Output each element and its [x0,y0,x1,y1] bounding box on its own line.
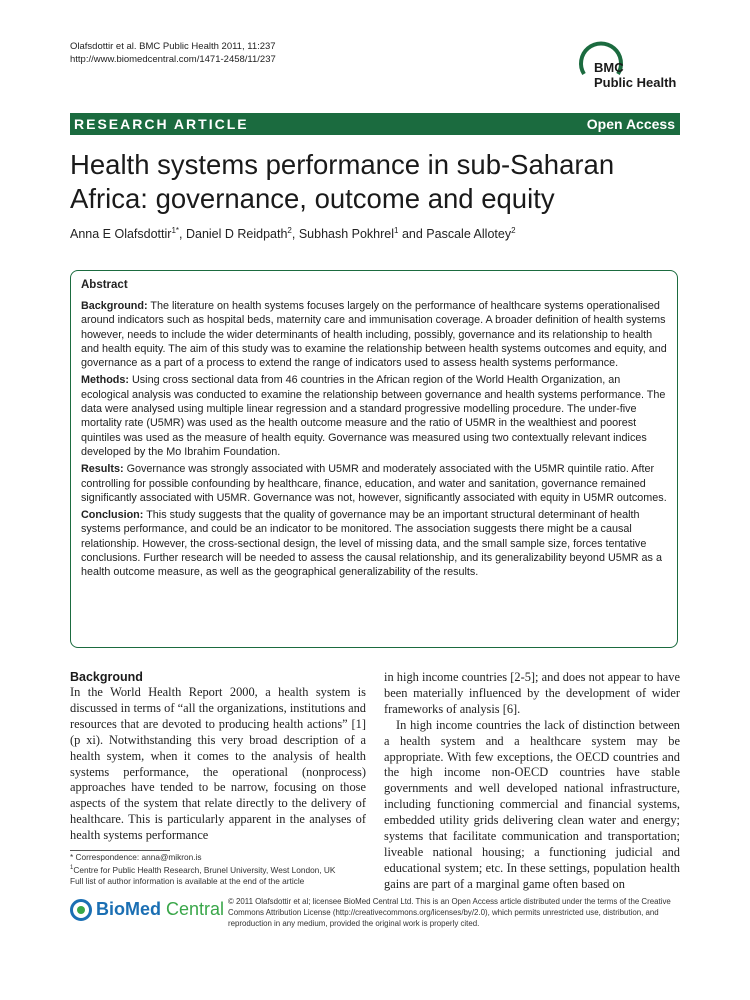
biomed-central-wordmark [96,899,224,920]
citation-line-1: Olafsdottir et al. BMC Public Health 2011, 11:237 [70,41,276,52]
article-type-band [70,113,680,135]
body-paragraph: in high income countries [2-5]; and does not appear to have been materially influenced by the development of wider frameworks of analysis [6]. [384,670,680,716]
body-paragraph: In high income countries the lack of distinction between a health system and a healthcare system may be appropriate. With few exceptions, the OECD countries and the high income non-OECD countries have stable governments and well developed national infrastructure, including functioning commercial and financial systems, embedded utility grids delivering clean water and energy; systems that facilitate communication and transportation; liveable national housing; a functioning judicial and educational system; etc. In these settings, population health gains are part of a marginal game often based on [384,717,680,891]
affiliation-marker: 1 [70,865,74,872]
body-column-left [70,670,366,844]
abstract-section-text: Governance was strongly associated with U5MR and moderately associated with the U5MR quintile ratio. After controlling for possible confounding by healthcare, finance, education, and water and sanitation, governance remained significantly associated with U5MR. Governance was not, however, significantly associated with equity in U5MR outcomes. [81,463,667,504]
journal-logo [578,40,688,98]
abstract-section-text: Using cross sectional data from 46 countries in the African region of the World Health Organization, an ecological analysis was conducted to examine the relationship between governance and health systems performance. The data were analysed using multiple linear regression and a standard progressive modelling procedure. The under-five mortality rate (U5MR) was used as the health outcome measure and the ratio of U5MR in the wealthiest and poorest quintiles was used as the measure of health equity. Governance was measured using two contextually relevant indices developed by the Mo Ibrahim Foundation. [81,374,666,458]
affiliation-line [70,863,370,876]
body-column-right [384,670,680,893]
article-type-label: RESEARCH ARTICLE [74,116,249,132]
author-list: Anna E Olafsdottir$^{1*}$, Daniel D Reidpath$^2$, Subhash Pokhrel$^1$ and Pascale Allotey$^2$ [70,226,516,242]
journal-logo-line1: BMC [594,60,624,75]
abstract-section-label: Background: [81,300,148,312]
author-name: Daniel D Reidpath [185,227,288,242]
affiliation-text: Centre for Public Health Research, Brunel University, West London, UK [73,864,336,875]
abstract-box [70,270,678,648]
author-affiliation-marker: 1 [394,226,399,235]
abstract-heading: Abstract [81,279,128,291]
abstract-results [81,462,669,505]
abstract-section-text: The literature on health systems focuses largely on the performance of healthcare systems operationalised around indicators such as hospital beds, maternity care and immunisation coverage. A broader definition of health systems however, needs to include the wider determinants of health including, possibly, governance and its relationship to health and health equity. The aim of this study was to examine the relationship between health systems outcomes and equity, and governance as a part of a process to extend the range of indicators used to assess health systems performance. [81,300,667,370]
citation-url[interactable]: http://www.biomedcentral.com/1471-2458/11/237 [70,54,276,65]
author-name: Subhash Pokhrel [298,227,395,242]
abstract-methods [81,373,669,459]
wordmark-central: Central [161,899,225,919]
section-heading-background: Background [70,670,143,684]
abstract-section-text: This study suggests that the quality of governance may be an important structural determinant of health systems performance, and could be an indicator to be monitored. The association suggests there might be a causal relationship. However, the cross-sectional design, the level of missing data, and the small sample size, forces tentative conclusions. Further research will be needed to assess the causal relationship, and its generalizability beyond U5MR as a health outcome measure, as well as the geographical generalizability of the results. [81,509,662,579]
open-access-label: Open Access [586,116,675,132]
author-info-note: Full list of author information is available at the end of the article [70,876,305,887]
journal-logo-text [594,60,676,90]
license-text: © 2011 Olafsdottir et al; licensee BioMed Central Ltd. This is an Open Access article distributed under the terms of the Creative Commons Attribution License (http://creativecommons.org/licenses/by/2.0), which permits unrestricted use, distribution, and reproduction in any medium, provided the original work is properly cited. [228,897,671,928]
author-affiliation-marker: 1* [171,226,180,235]
body-paragraph: In the World Health Report 2000, a health system is discussed in terms of “all the organizations, institutions and resources that are devoted to producing health actions” [1] (p xi). Notwithstanding this very broad description of a health system, when it comes to the analysis of health systems performance, the operational (nonprocess) approaches have tended to be narrow, focusing on those aspects of the system that relate directly to the delivery of healthcare. This is particularly apparent in the analyses of health systems performance [70,685,366,843]
correspondence-line: * Correspondence: anna@mikron.is [70,852,202,862]
abstract-conclusion [81,508,669,579]
abstract-section-label: Results: [81,463,124,476]
footnote-divider [70,850,170,851]
author-affiliation-marker: 2 [511,226,516,235]
wordmark-bio: BioMed [96,899,161,919]
abstract-section-label: Methods: [81,374,129,387]
abstract-section-label: Conclusion: [81,509,144,522]
biomed-central-logo-icon [70,899,92,921]
author-name: Pascale Allotey [426,227,512,242]
author-name: Anna E Olafsdottir [70,227,172,242]
abstract-body [81,299,669,583]
footnote [70,852,370,887]
abstract-background [81,299,669,370]
journal-logo-line2: Public Health [594,75,677,90]
citation-header [70,40,276,66]
biomed-central-logo [70,897,225,923]
author-affiliation-marker: 2 [287,226,292,235]
article-title: Health systems performance in sub-Saharan Africa: governance, outcome and equity [70,149,615,214]
